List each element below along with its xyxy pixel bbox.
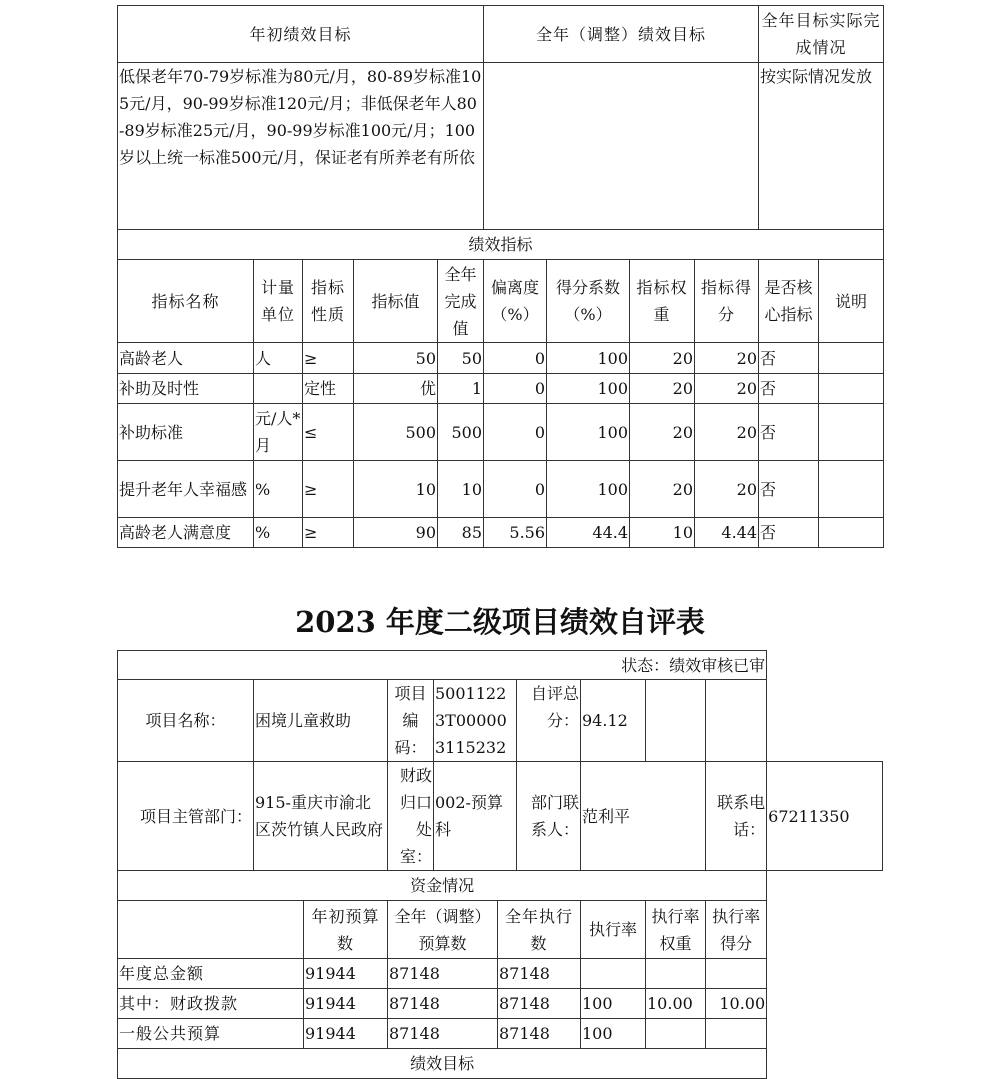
funds-header-row xyxy=(118,901,883,959)
col-header-nature: 指标性质 xyxy=(303,260,354,343)
initial-goal-text: 低保老年70-79岁标准为80元/月，80-89岁标准105元/月，90-99岁标准120元/月；非低保老年人80-89岁标准25元/月，90-99岁标准100元/月；100岁以上统一标准500元/月，保证老有所养老有所依 xyxy=(118,63,484,230)
funds-row-label: 一般公共预算 xyxy=(118,1019,304,1049)
indicator-core: 否 xyxy=(759,404,819,461)
table-row xyxy=(118,374,884,404)
col-header-note: 说明 xyxy=(819,260,884,343)
indicator-note xyxy=(819,404,884,461)
indicator-actual: 1 xyxy=(438,374,484,404)
indicator-name: 补助标准 xyxy=(118,404,254,461)
indicator-coef: 100 xyxy=(547,461,630,518)
funds-row-label: 年度总金额 xyxy=(118,959,304,989)
col-header-actual: 全年完成值 xyxy=(438,260,484,343)
project-name-value: 困境儿童救助 xyxy=(254,680,388,762)
funds-weight xyxy=(646,959,706,989)
indicator-core: 否 xyxy=(759,461,819,518)
indicator-deviation: 0 xyxy=(484,343,547,374)
table-row xyxy=(118,989,883,1019)
funds-initial: 91944 xyxy=(304,1019,388,1049)
phone-label: 联系电话： xyxy=(706,762,767,871)
funds-adjusted: 87148 xyxy=(388,1019,498,1049)
indicator-weight: 20 xyxy=(630,461,695,518)
col-header-core: 是否核心指标 xyxy=(759,260,819,343)
funds-rate: 100 xyxy=(581,1019,646,1049)
adjusted-goal-header: 全年（调整）绩效目标 xyxy=(484,6,759,63)
indicator-nature: ≤ xyxy=(303,404,354,461)
indicator-name: 提升老年人幸福感 xyxy=(118,461,254,518)
indicator-nature: ≥ xyxy=(303,461,354,518)
initial-goal-header: 年初绩效目标 xyxy=(118,6,484,63)
table-row xyxy=(118,518,884,548)
indicator-actual: 50 xyxy=(438,343,484,374)
empty-cell xyxy=(646,680,706,762)
col-header-unit: 计量单位 xyxy=(254,260,303,343)
indicator-nature: ≥ xyxy=(303,518,354,548)
funds-initial: 91944 xyxy=(304,989,388,1019)
indicator-core: 否 xyxy=(759,518,819,548)
indicator-value: 50 xyxy=(354,343,438,374)
indicator-note xyxy=(819,374,884,404)
goal-content-row xyxy=(118,63,884,230)
project-info-row xyxy=(118,680,883,762)
funds-rate xyxy=(581,959,646,989)
funds-header-blank xyxy=(118,901,304,959)
project-name-label: 项目名称： xyxy=(118,680,254,762)
funds-score: 10.00 xyxy=(706,989,767,1019)
indicator-deviation: 0 xyxy=(484,461,547,518)
funds-score xyxy=(706,1019,767,1049)
indicator-score: 20 xyxy=(695,343,759,374)
funds-executed: 87148 xyxy=(498,959,581,989)
completion-text: 按实际情况发放 xyxy=(759,63,884,230)
funds-weight: 10.00 xyxy=(646,989,706,1019)
table-row xyxy=(118,404,884,461)
funds-header-weight: 执行率权重 xyxy=(646,901,706,959)
indicator-actual: 10 xyxy=(438,461,484,518)
dept-label: 项目主管部门： xyxy=(118,762,254,871)
indicator-core: 否 xyxy=(759,374,819,404)
adjusted-goal-text xyxy=(484,63,759,230)
indicator-core: 否 xyxy=(759,343,819,374)
indicator-name: 高龄老人满意度 xyxy=(118,518,254,548)
indicator-weight: 20 xyxy=(630,374,695,404)
performance-indicator-table xyxy=(117,5,884,548)
indicator-name: 高龄老人 xyxy=(118,343,254,374)
empty-cell xyxy=(706,680,767,762)
col-header-weight: 指标权重 xyxy=(630,260,695,343)
indicator-weight: 20 xyxy=(630,343,695,374)
col-header-name: 指标名称 xyxy=(118,260,254,343)
indicator-actual: 500 xyxy=(438,404,484,461)
indicator-score: 20 xyxy=(695,374,759,404)
funds-rate: 100 xyxy=(581,989,646,1019)
indicator-coef: 44.4 xyxy=(547,518,630,548)
funds-score xyxy=(706,959,767,989)
table-row xyxy=(118,1019,883,1049)
table-row xyxy=(118,959,883,989)
contact-value: 范利平 xyxy=(581,762,706,871)
table-row xyxy=(118,461,884,518)
funds-executed: 87148 xyxy=(498,989,581,1019)
indicator-unit: 元/人*月 xyxy=(254,404,303,461)
funds-header-initial: 年初预算数 xyxy=(304,901,388,959)
indicator-score: 20 xyxy=(695,461,759,518)
indicator-note xyxy=(819,343,884,374)
project-code-value: 50011223T000003115232 xyxy=(434,680,517,762)
indicator-weight: 20 xyxy=(630,404,695,461)
indicator-score: 4.44 xyxy=(695,518,759,548)
page-title: 2023 年度二级项目绩效自评表 xyxy=(295,605,705,639)
finance-label: 财政归口处室： xyxy=(388,762,434,871)
indicator-note xyxy=(819,518,884,548)
indicator-value: 10 xyxy=(354,461,438,518)
department-info-row xyxy=(118,762,883,871)
funds-row-label: 其中：财政拨款 xyxy=(118,989,304,1019)
self-evaluation-table xyxy=(117,650,883,1079)
funds-section-title: 资金情况 xyxy=(118,871,767,901)
finance-value: 002-预算科 xyxy=(434,762,517,871)
funds-weight xyxy=(646,1019,706,1049)
funds-adjusted: 87148 xyxy=(388,989,498,1019)
funds-adjusted: 87148 xyxy=(388,959,498,989)
table-row xyxy=(118,343,884,374)
col-header-value: 指标值 xyxy=(354,260,438,343)
indicator-section-title: 绩效指标 xyxy=(118,230,884,260)
indicator-value: 优 xyxy=(354,374,438,404)
indicator-score: 20 xyxy=(695,404,759,461)
funds-header-executed: 全年执行数 xyxy=(498,901,581,959)
indicator-value: 90 xyxy=(354,518,438,548)
indicator-nature: ≥ xyxy=(303,343,354,374)
self-score-label: 自评总分： xyxy=(517,680,581,762)
funds-header-rate: 执行率 xyxy=(581,901,646,959)
indicator-weight: 10 xyxy=(630,518,695,548)
col-header-coef: 得分系数（%） xyxy=(547,260,630,343)
self-score-value: 94.12 xyxy=(581,680,646,762)
indicator-actual: 85 xyxy=(438,518,484,548)
goal-section-title: 绩效目标 xyxy=(118,1049,767,1079)
funds-header-score: 执行率得分 xyxy=(706,901,767,959)
indicator-deviation: 0 xyxy=(484,404,547,461)
contact-label: 部门联系人： xyxy=(517,762,581,871)
indicator-deviation: 5.56 xyxy=(484,518,547,548)
funds-initial: 91944 xyxy=(304,959,388,989)
indicator-unit xyxy=(254,374,303,404)
col-header-score: 指标得分 xyxy=(695,260,759,343)
indicator-header-row xyxy=(118,260,884,343)
project-code-label: 项目编码： xyxy=(388,680,434,762)
funds-header-adjusted: 全年（调整）预算数 xyxy=(388,901,498,959)
dept-value: 915-重庆市渝北区茨竹镇人民政府 xyxy=(254,762,388,871)
indicator-deviation: 0 xyxy=(484,374,547,404)
audit-status: 状态：绩效审核已审 xyxy=(118,651,767,680)
indicator-name: 补助及时性 xyxy=(118,374,254,404)
goal-header-row xyxy=(118,6,884,63)
indicator-unit: % xyxy=(254,461,303,518)
funds-executed: 87148 xyxy=(498,1019,581,1049)
indicator-note xyxy=(819,461,884,518)
indicator-value: 500 xyxy=(354,404,438,461)
indicator-coef: 100 xyxy=(547,343,630,374)
col-header-deviation: 偏离度（%） xyxy=(484,260,547,343)
indicator-coef: 100 xyxy=(547,404,630,461)
completion-header: 全年目标实际完成情况 xyxy=(759,6,884,63)
indicator-coef: 100 xyxy=(547,374,630,404)
indicator-nature: 定性 xyxy=(303,374,354,404)
indicator-unit: 人 xyxy=(254,343,303,374)
indicator-unit: % xyxy=(254,518,303,548)
phone-value: 67211350 xyxy=(767,762,883,871)
